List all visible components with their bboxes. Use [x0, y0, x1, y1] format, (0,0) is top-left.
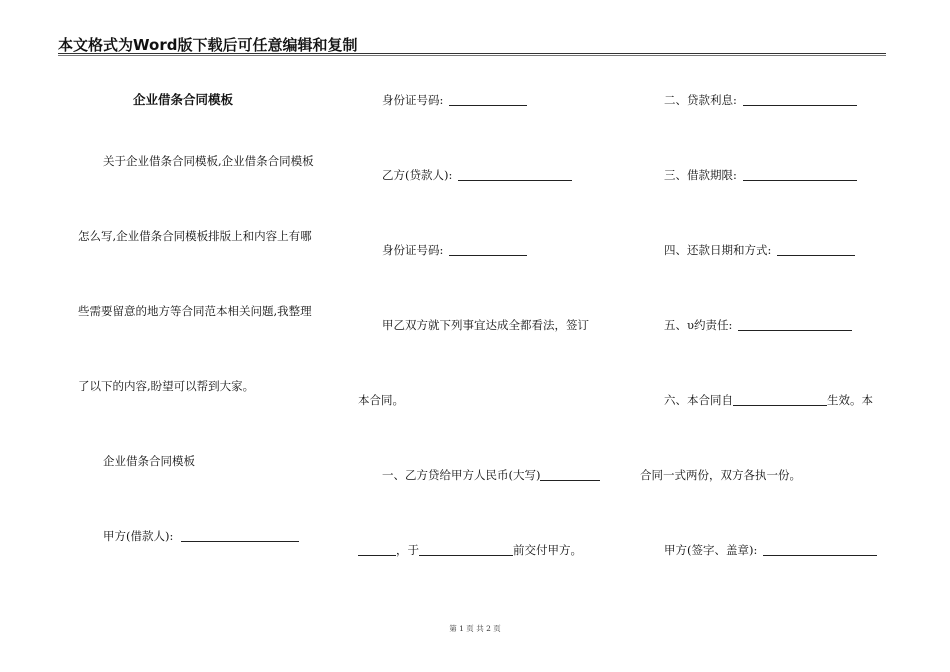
party-b-label: 乙方(贷款人): — [382, 168, 453, 182]
party-a-blank — [181, 529, 299, 542]
sign-a-label: 甲方(签字、盖章): — [664, 543, 758, 557]
loan-amount-label: 一、乙方贷给甲方人民币(大写) — [382, 468, 541, 482]
id-number-b-blank — [449, 243, 527, 256]
breach-label: 五、υ约责任: — [664, 318, 733, 332]
breach-blank — [738, 318, 852, 331]
loan-amount-blank — [540, 468, 600, 481]
id-number-a-blank — [449, 93, 527, 106]
party-a-label: 甲方(借款人): — [103, 529, 174, 543]
delivery-line — [358, 543, 582, 557]
effective-line — [664, 393, 873, 407]
sign-a-blank — [763, 543, 877, 556]
party-b-blank — [458, 168, 572, 181]
breach-line — [664, 318, 852, 332]
effective-pre-text: 六、本合同自 — [664, 393, 733, 407]
loan-interest-line — [664, 93, 857, 107]
repayment-line — [664, 243, 855, 257]
intro-line-2: 怎么写,企业借条合同模板排版上和内容上有哪 — [78, 229, 312, 243]
intro-line-4: 了以下的内容,盼望可以帮到大家。 — [78, 379, 255, 393]
id-number-a-line — [382, 93, 527, 107]
loan-interest-blank — [743, 93, 857, 106]
delivery-mid-text: ，于 — [396, 543, 419, 557]
effective-post-text: 生效。本 — [827, 393, 873, 407]
party-b-line — [382, 168, 572, 182]
id-number-b-label: 身份证号码: — [382, 243, 444, 257]
loan-term-blank — [743, 168, 857, 181]
delivery-end-text: 前交付甲方。 — [513, 543, 582, 557]
page-header-title: 本文格式为Word版下载后可任意编辑和复制 — [58, 36, 358, 54]
loan-amount-line — [382, 468, 600, 482]
effective-date-blank — [733, 393, 827, 406]
sign-a-line — [664, 543, 877, 557]
loan-term-line — [664, 168, 857, 182]
amount-continued-blank — [358, 543, 396, 556]
header-divider-thin — [58, 55, 886, 56]
loan-term-label: 三、借款期限: — [664, 168, 737, 182]
copies-line: 合同一式两份，双方各执一份。 — [640, 468, 801, 482]
intro-line-3: 些需要留意的地方等合同范本相关问题,我整理 — [78, 304, 312, 318]
id-number-a-label: 身份证号码: — [382, 93, 444, 107]
page-number-footer: 第 1 页 共 2 页 — [449, 624, 501, 633]
agreement-line-1: 甲乙双方就下列事宜达成全都看法，签订 — [382, 318, 589, 332]
document-title: 企业借条合同模板 — [133, 92, 234, 107]
id-number-b-line — [382, 243, 527, 257]
loan-interest-label: 二、贷款利息: — [664, 93, 737, 107]
header-divider — [58, 53, 886, 54]
repayment-label: 四、还款日期和方式: — [664, 243, 772, 257]
section-subtitle: 企业借条合同模板 — [103, 454, 195, 468]
repayment-blank — [777, 243, 855, 256]
party-a-line — [103, 529, 299, 543]
delivery-date-blank — [419, 543, 513, 556]
intro-line-1: 关于企业借条合同模板,企业借条合同模板 — [103, 154, 314, 168]
agreement-line-2: 本合同。 — [358, 393, 404, 407]
